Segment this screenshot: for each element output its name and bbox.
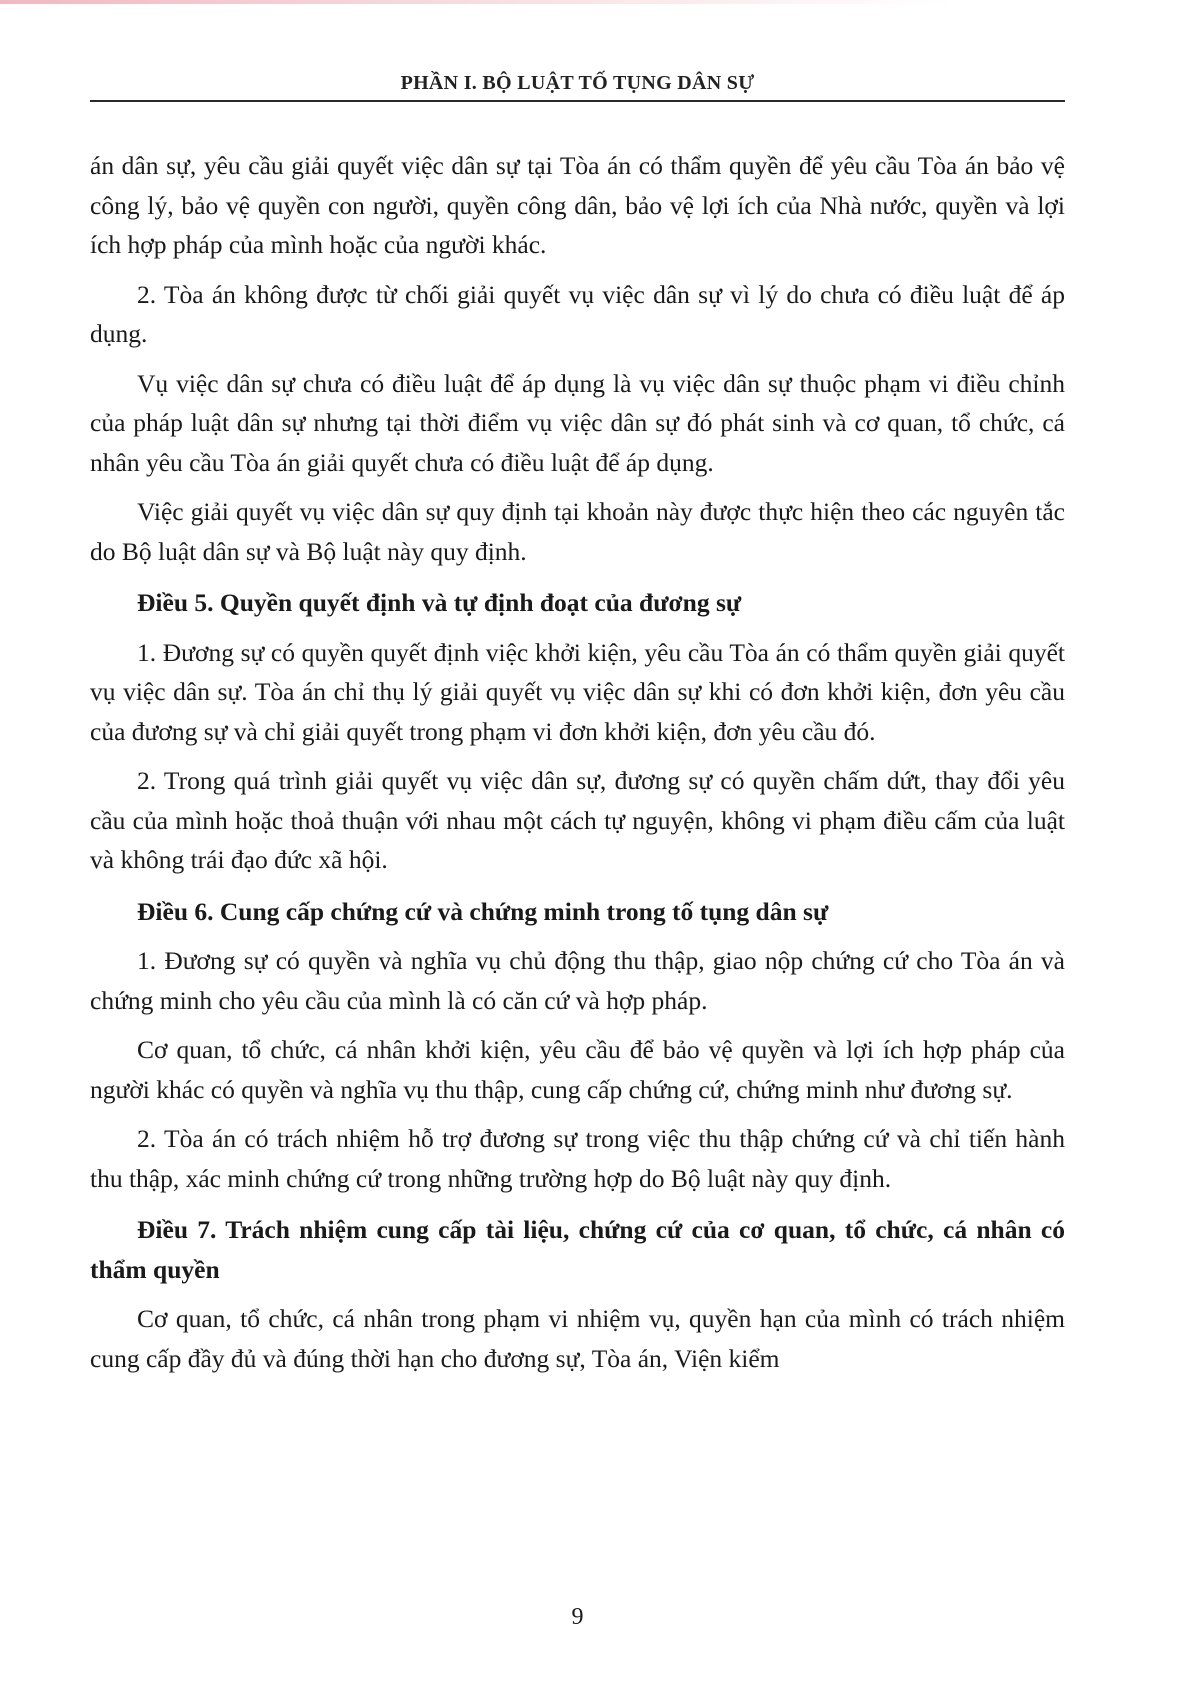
page-number: 9 — [571, 1604, 584, 1630]
paragraph: Việc giải quyết vụ việc dân sự quy định tại khoản này được thực hiện theo các nguyên tắc do Bộ luật dân sự và Bộ luật này quy định. — [90, 497, 1065, 566]
paragraph: 1. Đương sự có quyền và nghĩa vụ chủ động thu thập, giao nộp chứng cứ cho Tòa án và chứng minh cho yêu cầu của mình là có căn cứ và hợp pháp. — [90, 946, 1065, 1015]
header-rule — [90, 100, 1065, 102]
paragraph: Vụ việc dân sự chưa có điều luật để áp dụng là vụ việc dân sự thuộc phạm vi điều chỉnh của pháp luật dân sự nhưng tại thời điểm vụ việc dân sự đó phát sinh và cơ quan, tổ chức, cá nhân yêu cầu Tòa án giải quyết chưa có điều luật để áp dụng. — [90, 368, 1065, 477]
paragraph: Cơ quan, tổ chức, cá nhân trong phạm vi nhiệm vụ, quyền hạn của mình có trách nhiệm cung cấp đầy đủ và đúng thời hạn cho đương sự, Tòa án, Viện kiểm — [90, 1304, 1065, 1373]
paragraph: Cơ quan, tổ chức, cá nhân khởi kiện, yêu cầu để bảo vệ quyền và lợi ích hợp pháp của người khác có quyền và nghĩa vụ thu thập, cung cấp chứng cứ, chứng minh như đương sự. — [90, 1035, 1065, 1104]
running-header: PHẦN I. BỘ LUẬT TỐ TỤNG DÂN SỰ — [400, 72, 755, 94]
page-content — [90, 146, 1065, 1378]
paragraph: 2. Tòa án không được từ chối giải quyết vụ việc dân sự vì lý do chưa có điều luật để áp dụng. — [90, 279, 1065, 348]
paragraph: 2. Tòa án có trách nhiệm hỗ trợ đương sự trong việc thu thập chứng cứ và chỉ tiến hành thu thập, xác minh chứng cứ trong những trường hợp do Bộ luật này quy định. — [90, 1124, 1065, 1193]
article-heading-7: Điều 7. Trách nhiệm cung cấp tài liệu, chứng cứ của cơ quan, tổ chức, cá nhân có thẩm quyền — [90, 1215, 1065, 1284]
book-page — [90, 0, 1065, 1684]
article-heading-5: Điều 5. Quyền quyết định và tự định đoạt của đương sự — [137, 588, 742, 617]
paragraph: 1. Đương sự có quyền quyết định việc khởi kiện, yêu cầu Tòa án có thẩm quyền giải quyết vụ việc dân sự. Tòa án chỉ thụ lý giải quyết vụ việc dân sự khi có đơn khởi kiện, đơn yêu cầu của đương sự và chỉ giải quyết trong phạm vi đơn khởi kiện, đơn yêu cầu đó. — [90, 637, 1065, 746]
paragraph-continuation: án dân sự, yêu cầu giải quyết việc dân sự tại Tòa án có thẩm quyền để yêu cầu Tòa án bảo vệ công lý, bảo vệ quyền con người, quyền công dân, bảo vệ lợi ích của Nhà nước, quyền và lợi ích hợp pháp của mình hoặc của người khác. — [90, 151, 1065, 259]
paragraph: 2. Trong quá trình giải quyết vụ việc dân sự, đương sự có quyền chấm dứt, thay đổi yêu cầu của mình hoặc thoả thuận với nhau một cách tự nguyện, không vi phạm điều cấm của luật và không trái đạo đức xã hội. — [90, 766, 1065, 874]
article-heading-6: Điều 6. Cung cấp chứng cứ và chứng minh trong tố tụng dân sự — [137, 896, 829, 926]
